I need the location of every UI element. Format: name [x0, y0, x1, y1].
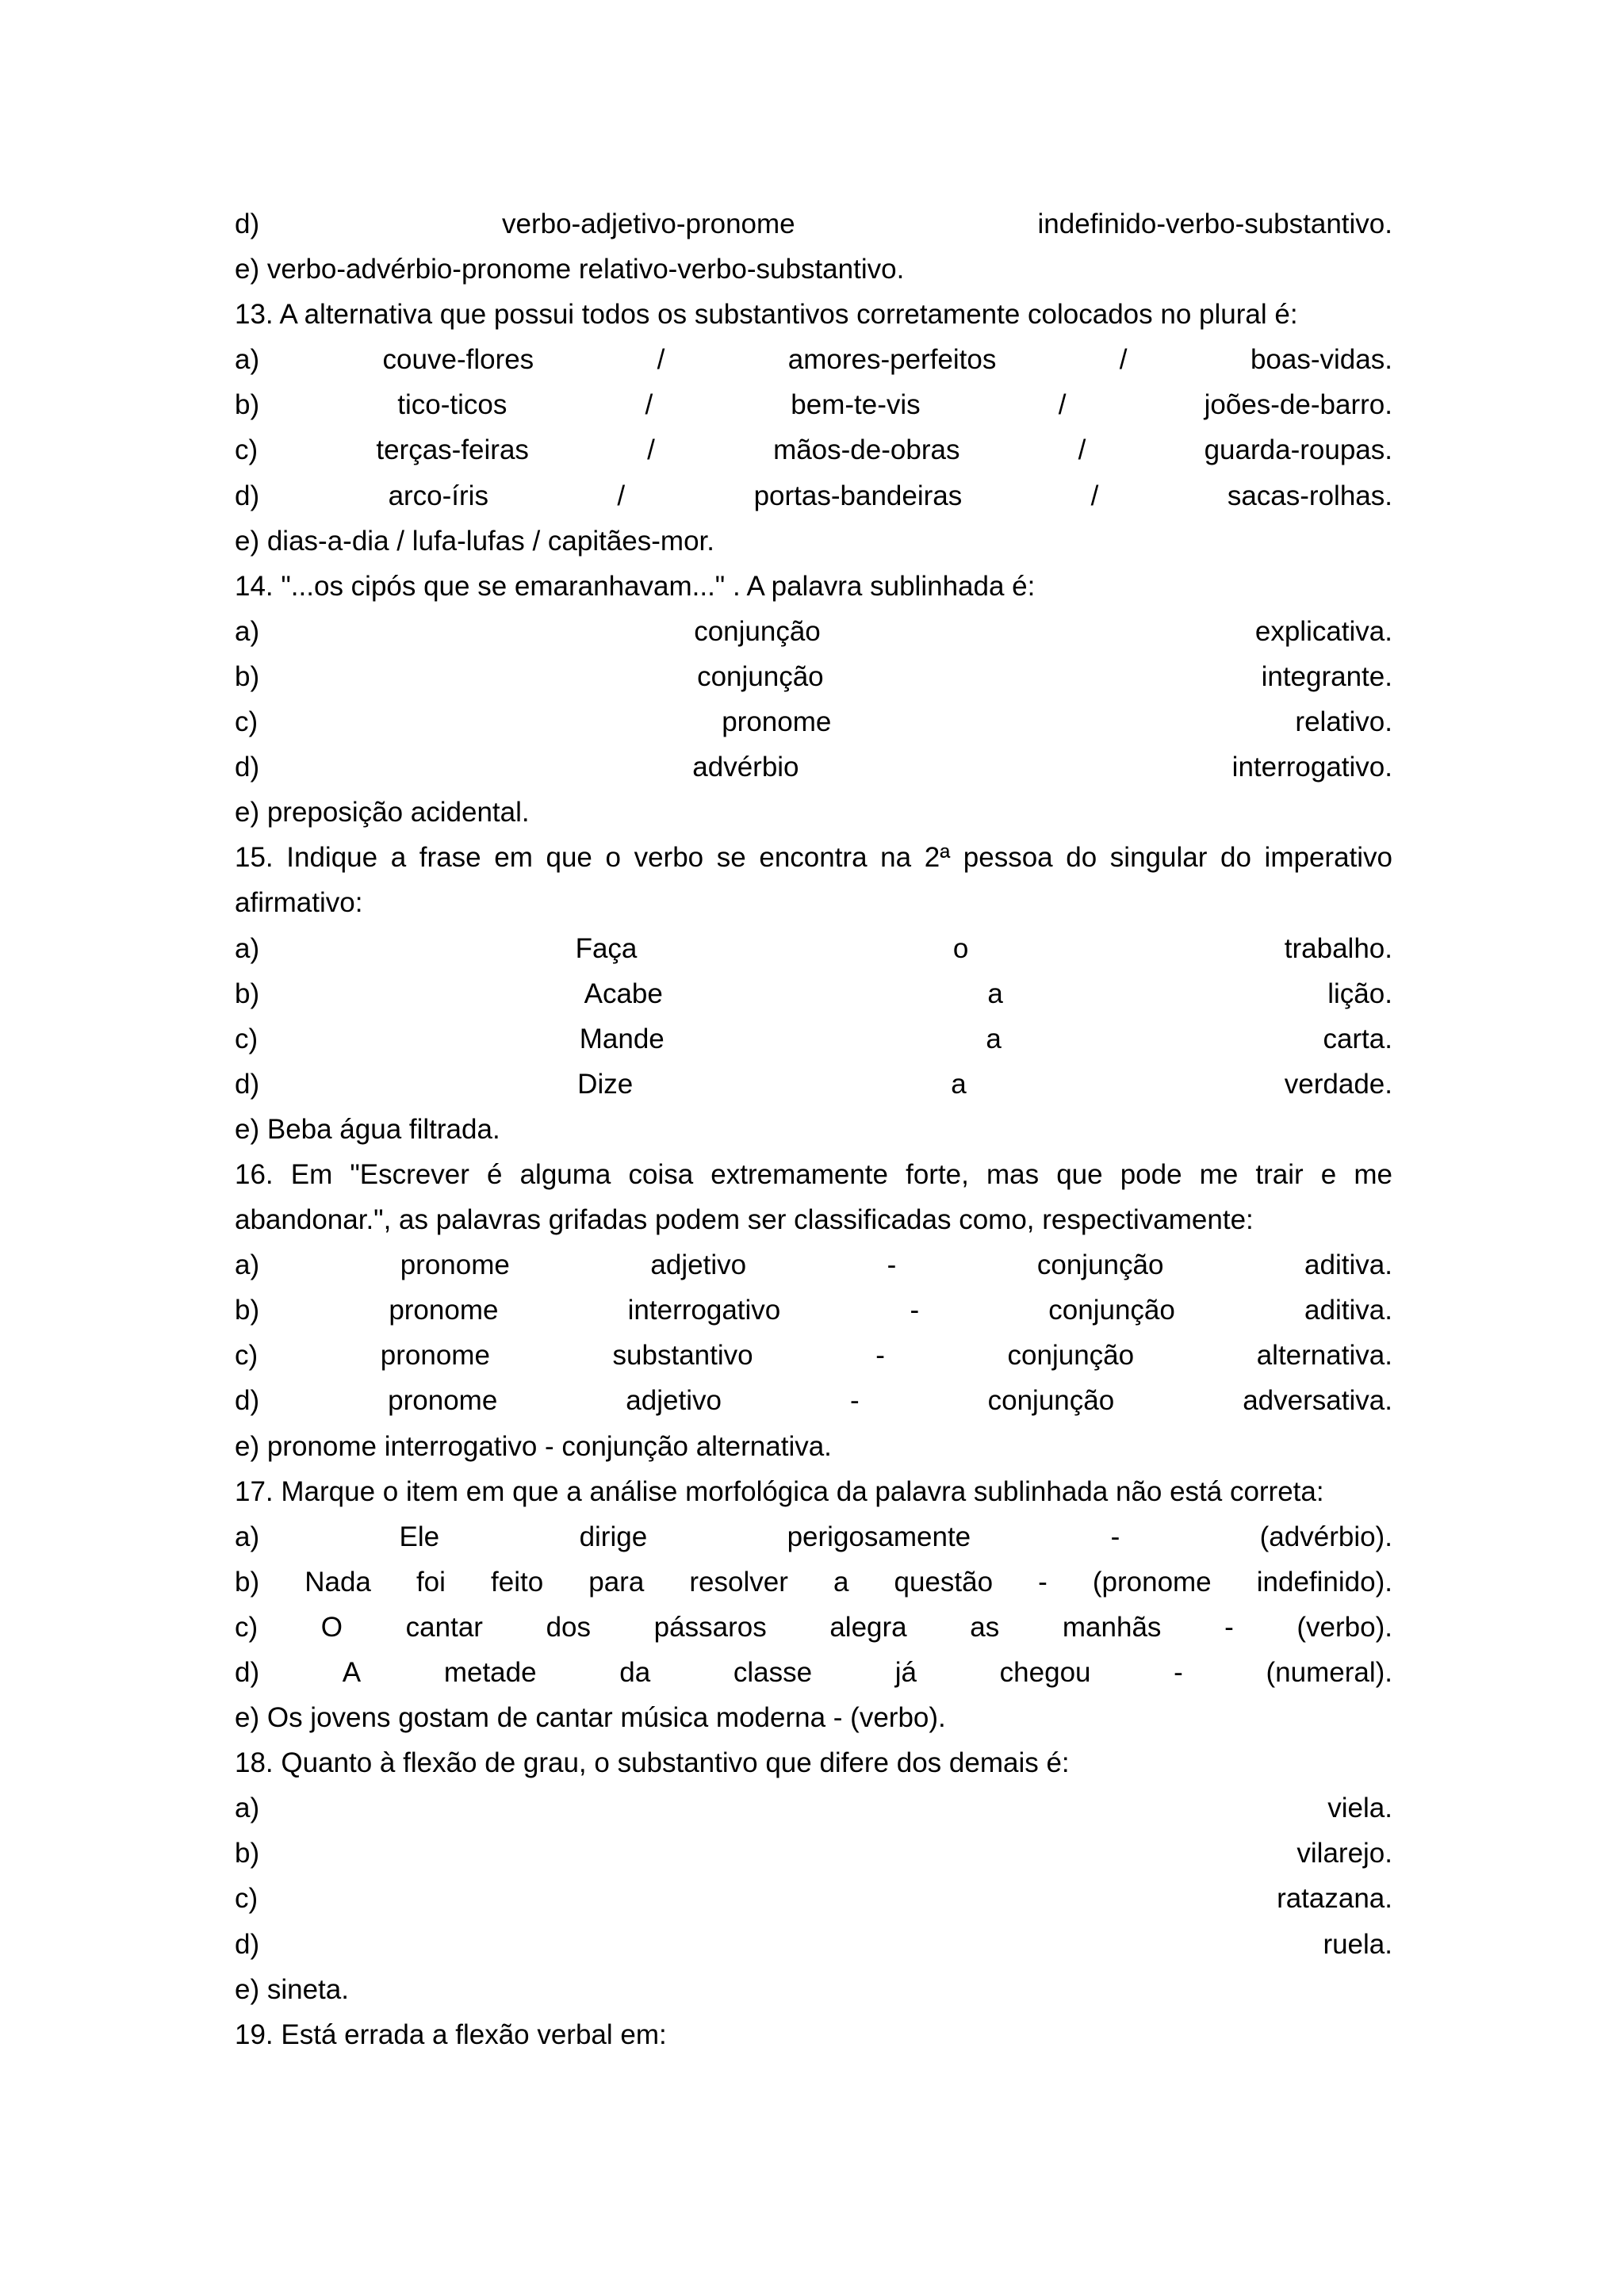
- line-segment: /: [645, 389, 653, 421]
- line-segment: já: [894, 1657, 917, 1688]
- line-segment: feito: [491, 1566, 544, 1598]
- text-line: [235, 971, 1392, 1016]
- line-segment: chegou: [999, 1657, 1091, 1688]
- text-line: [235, 744, 1392, 790]
- line-segment: alegra: [829, 1611, 907, 1643]
- line-segment: b): [235, 1566, 260, 1598]
- line-segment: para: [588, 1566, 645, 1598]
- line-segment: -: [887, 1249, 897, 1281]
- line-segment: sacas-rolhas.: [1227, 480, 1392, 511]
- line-segment: conjunção: [1036, 1249, 1164, 1281]
- text-line: e) dias-a-dia / lufa-lufas / capitães-mor.: [235, 525, 714, 557]
- line-segment: a): [235, 932, 260, 964]
- line-segment: guarda-roupas.: [1204, 434, 1392, 466]
- text-line: [235, 654, 1392, 699]
- text-line: e) preposição acidental.: [235, 797, 530, 828]
- line-segment: ruela.: [1323, 1928, 1392, 1960]
- line-segment: indefinido).: [1256, 1566, 1392, 1598]
- line-segment: d): [235, 752, 260, 783]
- line-segment: Nada: [304, 1566, 371, 1598]
- line-segment: Dize: [577, 1068, 634, 1100]
- line-segment: c): [235, 1340, 259, 1372]
- text-line: [235, 1062, 1392, 1107]
- line-segment: Faça: [575, 932, 638, 964]
- text-line: abandonar.", as palavras grifadas podem ser classificadas como, respectivamente:: [235, 1204, 1254, 1236]
- line-segment: couve-flores: [382, 344, 534, 376]
- line-segment: conjunção: [1007, 1340, 1135, 1372]
- text-line: 14. "...os cipós que se emaranhavam..." . A palavra sublinhada é:: [235, 570, 1036, 602]
- line-segment: dirige: [579, 1521, 648, 1552]
- line-segment: adversativa.: [1243, 1385, 1392, 1417]
- line-segment: Acabe: [584, 978, 663, 1009]
- line-segment: -: [1224, 1611, 1234, 1643]
- line-segment: resolver: [689, 1566, 788, 1598]
- line-segment: boas-vidas.: [1250, 344, 1392, 376]
- text-line: [235, 1785, 1392, 1831]
- line-segment: pronome: [722, 706, 832, 738]
- text-line: [235, 1288, 1392, 1333]
- line-segment: indefinido-verbo-substantivo.: [1037, 209, 1392, 239]
- line-segment: -: [849, 1385, 860, 1417]
- line-segment: explicativa.: [1254, 615, 1392, 647]
- line-segment: A: [342, 1657, 362, 1688]
- text-line: 18. Quanto à flexão de grau, o substantivo que difere dos demais é:: [235, 1747, 1070, 1779]
- text-line: [235, 1514, 1392, 1559]
- text-line: [235, 1333, 1392, 1378]
- line-segment: joões-de-barro.: [1204, 389, 1392, 421]
- text-line: [235, 382, 1392, 427]
- line-segment: amores-perfeitos: [787, 344, 997, 376]
- line-segment: verbo-adjetivo-pronome: [502, 209, 795, 239]
- line-segment: Mande: [579, 1023, 665, 1054]
- line-segment: /: [617, 480, 626, 511]
- line-segment: a): [235, 344, 260, 376]
- line-segment: mãos-de-obras: [773, 434, 960, 466]
- line-segment: adjetivo: [650, 1249, 747, 1281]
- text-line: [235, 926, 1392, 971]
- line-segment: (advérbio).: [1259, 1521, 1392, 1552]
- line-segment: a: [986, 1023, 1002, 1054]
- text-line: e) Os jovens gostam de cantar música moderna - (verbo).: [235, 1702, 946, 1734]
- line-segment: alternativa.: [1256, 1340, 1392, 1372]
- text-line: 17. Marque o item em que a análise morfológica da palavra sublinhada não está correta:: [235, 1475, 1324, 1507]
- line-segment: relativo.: [1295, 706, 1392, 738]
- line-segment: aditiva.: [1304, 1295, 1392, 1326]
- line-segment: aditiva.: [1304, 1249, 1392, 1281]
- line-segment: -: [875, 1340, 885, 1372]
- line-segment: a): [235, 1521, 260, 1552]
- line-segment: portas-bandeiras: [753, 480, 963, 511]
- line-segment: /: [1058, 389, 1067, 421]
- text-line: 15. Indique a frase em que o verbo se encontra na 2ª pessoa do singular do imperativo: [235, 842, 1392, 874]
- line-segment: Ele: [399, 1521, 440, 1552]
- line-segment: carta.: [1323, 1023, 1392, 1054]
- line-segment: manhãs: [1062, 1611, 1162, 1643]
- line-segment: pronome: [380, 1340, 490, 1372]
- line-segment: /: [657, 344, 665, 376]
- line-segment: d): [235, 1385, 260, 1417]
- line-segment: b): [235, 1295, 260, 1326]
- line-segment: foi: [416, 1566, 446, 1598]
- text-line: 16. Em "Escrever é alguma coisa extremamente forte, mas que pode me trair e me: [235, 1158, 1392, 1190]
- line-segment: a: [951, 1068, 967, 1100]
- line-segment: (pronome: [1092, 1566, 1212, 1598]
- line-segment: b): [235, 389, 260, 421]
- line-segment: adjetivo: [626, 1385, 722, 1417]
- text-line: [235, 201, 1392, 247]
- line-segment: verdade.: [1284, 1068, 1392, 1100]
- text-line: [235, 473, 1392, 519]
- text-line: [235, 609, 1392, 654]
- line-segment: d): [235, 1928, 260, 1960]
- line-segment: conjunção: [697, 660, 824, 692]
- text-line: [235, 699, 1392, 744]
- line-segment: conjunção: [694, 615, 821, 647]
- line-segment: d): [235, 1068, 260, 1100]
- line-segment: substantivo: [612, 1340, 753, 1372]
- line-segment: lição.: [1327, 978, 1392, 1009]
- line-segment: /: [1119, 344, 1128, 376]
- line-segment: dos: [546, 1611, 592, 1643]
- line-segment: c): [235, 706, 259, 738]
- text-line: [235, 1831, 1392, 1876]
- line-segment: a): [235, 1793, 260, 1824]
- line-segment: questão: [894, 1566, 994, 1598]
- line-segment: a): [235, 1249, 260, 1281]
- line-segment: -: [1110, 1521, 1120, 1552]
- line-segment: O: [320, 1611, 343, 1643]
- line-segment: pronome: [389, 1295, 499, 1326]
- line-segment: (verbo).: [1297, 1611, 1392, 1643]
- line-segment: bem-te-vis: [791, 389, 921, 421]
- line-segment: d): [235, 480, 260, 511]
- text-line: [235, 1876, 1392, 1921]
- text-line: [235, 1242, 1392, 1288]
- line-segment: as: [970, 1611, 1000, 1643]
- text-line: afirmativo:: [235, 887, 363, 919]
- line-segment: metade: [443, 1657, 537, 1688]
- line-segment: /: [1090, 480, 1099, 511]
- line-segment: arco-íris: [388, 480, 488, 511]
- line-segment: b): [235, 1838, 260, 1869]
- text-line: [235, 1650, 1392, 1695]
- line-segment: d): [235, 1657, 260, 1688]
- text-line: [235, 427, 1392, 473]
- text-line: e) verbo-advérbio-pronome relativo-verbo-substantivo.: [235, 254, 905, 285]
- line-segment: perigosamente: [787, 1521, 971, 1552]
- text-line: 13. A alternativa que possui todos os substantivos corretamente colocados no plural é:: [235, 299, 1298, 331]
- text-line: e) sineta.: [235, 1973, 349, 2005]
- line-segment: trabalho.: [1284, 932, 1392, 964]
- line-segment: /: [1078, 434, 1086, 466]
- line-segment: d): [235, 209, 260, 239]
- line-segment: cantar: [405, 1611, 483, 1643]
- text-line: [235, 1605, 1392, 1650]
- line-segment: c): [235, 1883, 259, 1915]
- line-segment: classe: [733, 1657, 813, 1688]
- line-segment: conjunção: [1048, 1295, 1175, 1326]
- text-line: [235, 1378, 1392, 1423]
- text-line: e) Beba água filtrada.: [235, 1113, 500, 1145]
- line-segment: integrante.: [1261, 660, 1392, 692]
- text-line: [235, 1016, 1392, 1062]
- line-segment: terças-feiras: [376, 434, 529, 466]
- line-segment: /: [647, 434, 655, 466]
- line-segment: interrogativo.: [1231, 752, 1392, 783]
- text-line: [235, 1922, 1392, 1967]
- line-segment: tico-ticos: [397, 389, 508, 421]
- line-segment: -: [910, 1295, 920, 1326]
- line-segment: ratazana.: [1277, 1883, 1392, 1915]
- line-segment: da: [619, 1657, 651, 1688]
- line-segment: pronome: [388, 1385, 498, 1417]
- line-segment: conjunção: [987, 1385, 1115, 1417]
- line-segment: advérbio: [692, 752, 799, 783]
- line-segment: a): [235, 615, 260, 647]
- line-segment: -: [1174, 1657, 1183, 1688]
- line-segment: -: [1038, 1566, 1048, 1598]
- document-text: [235, 201, 1392, 2057]
- line-segment: o: [952, 932, 969, 964]
- text-line: [235, 337, 1392, 382]
- line-segment: b): [235, 660, 260, 692]
- text-line: 19. Está errada a flexão verbal em:: [235, 2019, 667, 2050]
- line-segment: pronome: [400, 1249, 510, 1281]
- line-segment: pássaros: [653, 1611, 767, 1643]
- line-segment: a: [987, 978, 1003, 1009]
- line-segment: c): [235, 1023, 259, 1054]
- line-segment: interrogativo: [627, 1295, 781, 1326]
- line-segment: vilarejo.: [1297, 1838, 1392, 1869]
- line-segment: b): [235, 978, 260, 1009]
- line-segment: (numeral).: [1266, 1657, 1392, 1688]
- line-segment: viela.: [1327, 1793, 1392, 1824]
- text-line: e) pronome interrogativo - conjunção alternativa.: [235, 1430, 832, 1462]
- line-segment: a: [833, 1566, 849, 1598]
- text-line: [235, 1559, 1392, 1605]
- line-segment: c): [235, 434, 259, 466]
- line-segment: c): [235, 1611, 259, 1643]
